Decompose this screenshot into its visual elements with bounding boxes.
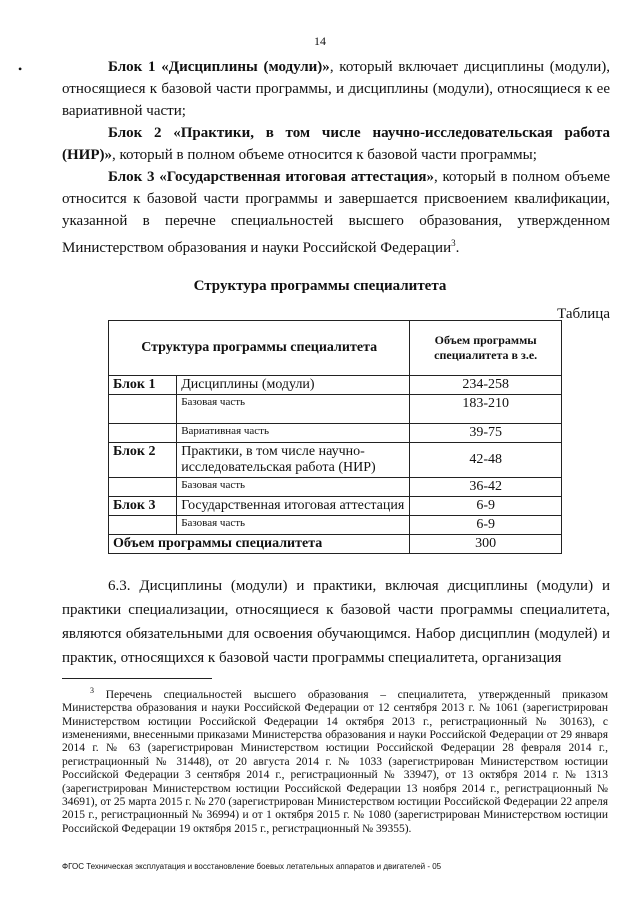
page-number: 14 (314, 34, 326, 48)
table-total-row (109, 535, 562, 554)
table-row (109, 516, 562, 535)
name-cell: Базовая часть (177, 478, 410, 497)
total-label: Объем программы специалитета (109, 535, 410, 554)
value-cell: 42-48 (410, 443, 562, 478)
block-cell: Блок 1 (109, 376, 177, 395)
block-cell (109, 395, 177, 424)
block-cell (109, 478, 177, 497)
footnote-marker: 3 (90, 686, 94, 695)
footnote-divider (62, 678, 212, 679)
table-header-row (109, 321, 562, 376)
table-row (109, 497, 562, 516)
name-cell: Базовая часть (177, 516, 410, 535)
block-cell (109, 516, 177, 535)
value-cell: 234-258 (410, 376, 562, 395)
corner-dot: • (18, 62, 23, 76)
structure-table (108, 320, 562, 554)
table-row (109, 376, 562, 395)
value-cell: 39-75 (410, 424, 562, 443)
name-cell: Государственная итоговая аттестация (177, 497, 410, 516)
value-cell: 6-9 (410, 497, 562, 516)
name-cell: Практики, в том числе научно-исследовательская работа (НИР) (177, 443, 410, 478)
block-cell (109, 424, 177, 443)
table-row (109, 395, 562, 424)
paragraph-block-3: Блок 3 «Государственная итоговая аттестация», который в полном объеме относится к базовой части программы и завершается присвоением квалификации, указанной в перечне специальностей высшего образования, утвержденном Министерством образования и науки Российской Федерации$^3$. (62, 169, 610, 256)
table-row (109, 443, 562, 478)
total-value: 300 (410, 535, 562, 554)
intro-text (62, 56, 610, 259)
block-cell: Блок 2 (109, 443, 177, 478)
value-cell: 36-42 (410, 478, 562, 497)
table-title: Структура программы специалитета (193, 278, 447, 294)
paragraph-block-1: Блок 1 «Дисциплины (модули)», который включает дисциплины (модули), относящиеся к базовой части программы, и дисциплины (модули), относящиеся к ее вариативной части; (62, 59, 611, 119)
footnote-text: Перечень специальностей высшего образования – специалитета, утвержденный приказом Министерства образования и науки Российской Федерации от 12 сентября 2013 г. № 1061 (зарегистрирован Министерством юстиции Российской Федерации 14 октября 2013 г., регистрационный № 30163), с изменениями, внесенными приказами Министерства образования и науки Российской Федерации от 29 января 2014 г. № 63 (зарегистрирован Министерством юстиции Российской Федерации 28 февраля 2014 г., регистрационный № 31448), от 20 августа 2014 г. № 1033 (зарегистрирован Министерством юстиции Российской Федерации 3 сентября 2014 г., регистрационный № 33947), от 13 октября 2014 г. № 1313 (зарегистрирован Министерством юстиции Российской Федерации 13 ноября 2014 г., регистрационный № 34691), от 25 марта 2015 г. № 270 (зарегистрирован Министерством юстиции Российской Федерации 22 апреля 2015 г., регистрационный № 36994) и от 1 октября 2015 г. № 1080 (зарегистрирован Министерством юстиции Российской Федерации 19 октября 2015 г., регистрационный № 39355). (62, 688, 608, 835)
footnote (62, 684, 608, 836)
name-cell: Дисциплины (модули) (177, 376, 410, 395)
name-cell: Вариативная часть (177, 424, 410, 443)
header-structure: Структура программы специалитета (109, 321, 410, 376)
table-row (109, 478, 562, 497)
table-label: Таблица (557, 306, 610, 322)
block-cell: Блок 3 (109, 497, 177, 516)
table-row (109, 424, 562, 443)
name-cell: Базовая часть (177, 395, 410, 424)
paragraph-block-2: Блок 2 «Практики, в том числе научно-исследовательская работа (НИР)», который в полном объеме относится к базовой части программы; (62, 125, 610, 163)
paragraph-6-3: 6.3. Дисциплины (модули) и практики, включая дисциплины (модули) и практики специализации, относящиеся к базовой части программы специалитета, являются обязательными для освоения обучающимся. Набор дисциплин (модулей) и практик, относящихся к базовой части программы специалитета, организация (62, 578, 610, 666)
value-cell: 183-210 (410, 395, 562, 424)
body-paragraph (62, 574, 610, 670)
value-cell: 6-9 (410, 516, 562, 535)
page-footer: ФГОС Техническая эксплуатация и восстановление боевых летательных аппаратов и двигателей - 05 (62, 862, 442, 871)
header-volume: Объем программы специалитета в з.е. (410, 321, 562, 376)
